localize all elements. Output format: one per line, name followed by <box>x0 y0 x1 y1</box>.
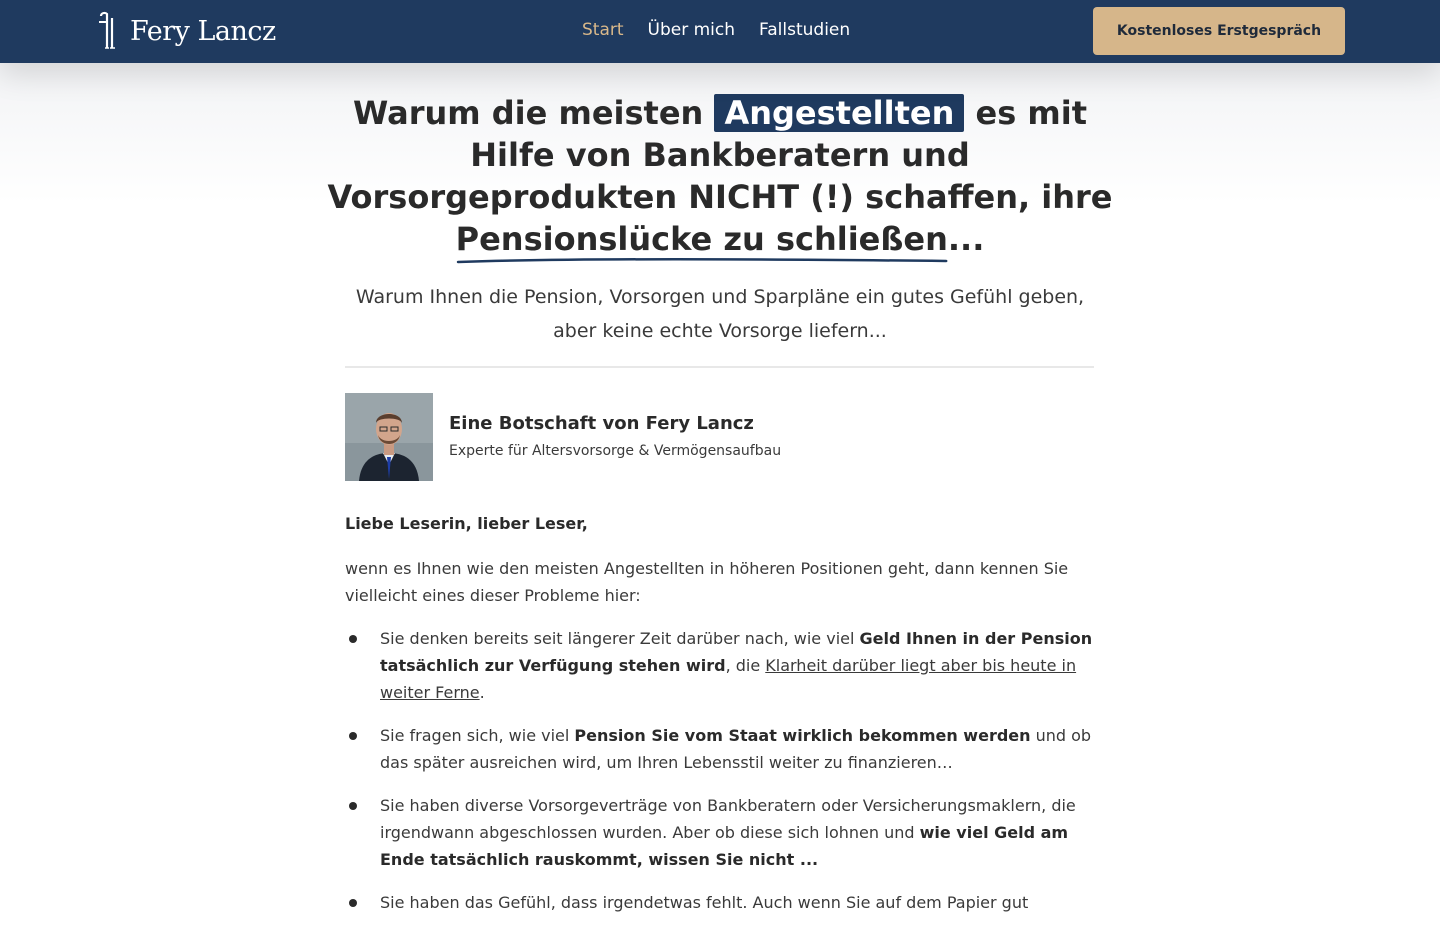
main-nav <box>582 19 874 41</box>
list-item-text: , die <box>725 656 766 675</box>
list-item-bold: Pension Sie vom Staat wirklich bekommen werden <box>574 726 1031 745</box>
author-name: Eine Botschaft von Fery Lancz <box>449 413 754 434</box>
headline-underlined <box>456 218 948 260</box>
list-item <box>345 625 1094 706</box>
list-item-text: und ob das später ausreichen wird, um Ihren Lebensstil weiter zu finanzieren… <box>380 726 1092 772</box>
nav-start[interactable]: Start <box>582 20 624 40</box>
list-item-text: Sie haben das Gefühl, dass irgendetwas fehlt. Auch wenn Sie auf dem Papier gut <box>380 893 1029 912</box>
author-title: Experte für Altersvorsorge & Vermögensaufbau <box>449 443 782 459</box>
list-item <box>345 889 1094 916</box>
list-item-text: Sie denken bereits seit längerer Zeit darüber nach, wie viel <box>380 629 860 648</box>
nav-about[interactable]: Über mich <box>647 20 736 40</box>
headline-highlight: Angestellten <box>714 94 964 132</box>
headline-part2: es mit Hilfe von Bankberatern und Vorsorgeprodukten NICHT (!) schaffen, ihre <box>327 94 1113 216</box>
letter-intro: wenn es Ihnen wie den meisten Angestellten in höheren Positionen geht, dann kennen Sie vielleicht eines dieser Probleme hier: <box>345 559 1069 605</box>
brush-underline-icon <box>456 256 948 266</box>
list-item-underlined: Klarheit darüber liegt aber bis heute in weiter Ferne <box>380 656 1077 702</box>
list-item <box>345 792 1094 873</box>
problem-list <box>345 625 1094 932</box>
letter-greeting: Liebe Leserin, lieber Leser, <box>345 514 588 533</box>
headline <box>320 92 1120 260</box>
avatar <box>345 393 433 481</box>
headline-underlined-text: Pensionslücke zu schließen <box>455 220 948 258</box>
list-item-text: . <box>479 683 485 702</box>
list-item-bold: wie viel Geld am Ende tatsächlich rauskommt, wissen Sie nicht ... <box>380 823 1069 869</box>
site-header <box>0 0 1440 63</box>
list-item-text: Sie haben diverse Vorsorgeverträge von Bankberatern oder Versicherungsmaklern, die irgendwann abgeschlossen wurden. Aber ob diese sich lohnen und <box>380 796 1076 842</box>
logo-text: Fery Lancz <box>130 15 276 47</box>
nav-case-studies[interactable]: Fallstudien <box>759 20 851 40</box>
free-consultation-button[interactable]: Kostenloses Erstgespräch <box>1093 7 1345 55</box>
logo[interactable] <box>98 11 276 51</box>
list-item-text: Sie fragen sich, wie viel <box>380 726 575 745</box>
headline-ellipsis: ... <box>947 220 985 258</box>
subheadline: Warum Ihnen die Pension, Vorsorgen und Sparpläne ein gutes Gefühl geben, aber keine echte Vorsorge liefern... <box>355 286 1085 342</box>
list-item <box>345 722 1094 776</box>
author-portrait-icon <box>345 393 433 481</box>
divider <box>345 366 1094 368</box>
headline-part1: Warum die meisten <box>352 94 704 132</box>
logo-mark-icon <box>98 12 116 50</box>
list-item-bold: Geld Ihnen in der Pension tatsächlich zur Verfügung stehen wird <box>380 629 1093 675</box>
